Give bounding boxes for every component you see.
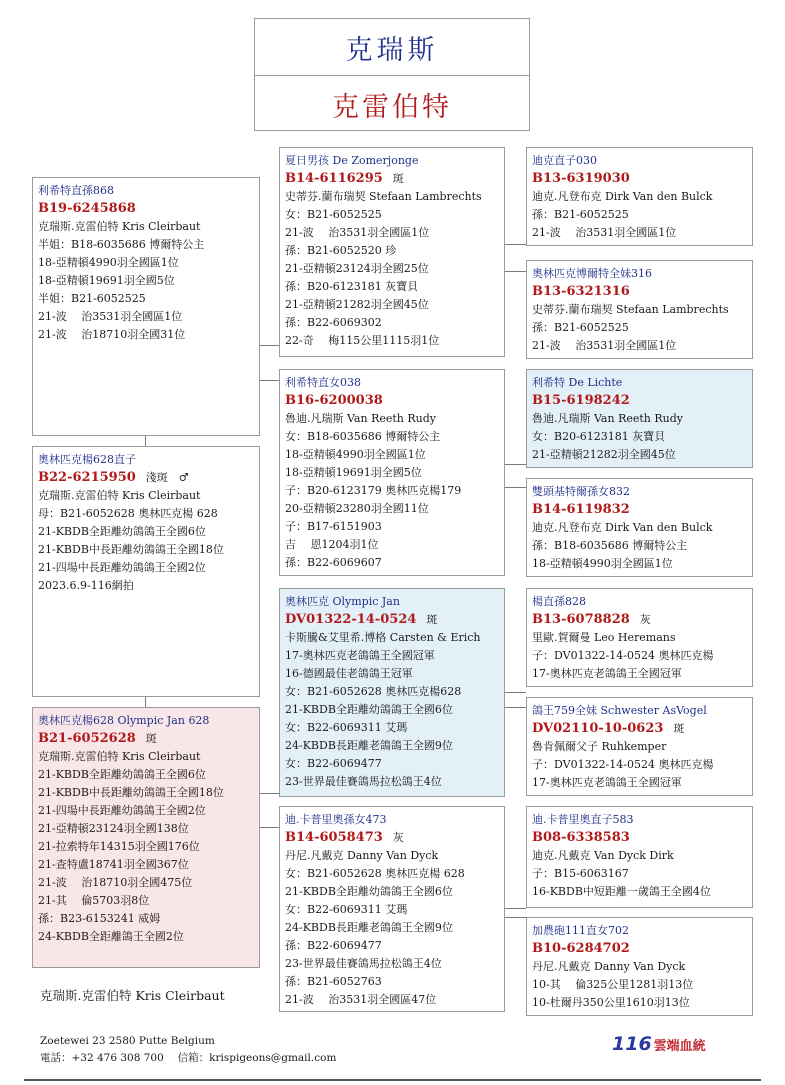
bird-color: 淺斑 ♂ [145, 471, 189, 484]
contact-info: 電話：+32 476 308 700 信箱：krispigeons@gmail.com [40, 1052, 337, 1064]
detail-line: 孫：B21-6052520 珍 [285, 244, 397, 257]
detail-line: 21-亞精頓23124羽全國25位 [285, 262, 429, 275]
detail-line: 16-KBDB中短距離一歲鴿王全國4位 [532, 885, 711, 898]
detail-line: 21-波 治3531羽全國區1位 [532, 226, 677, 239]
bird-details [532, 188, 747, 242]
detail-line: 21-四場中長距離幼鴿鴿王全國2位 [38, 804, 206, 817]
detail-line: 魯迪.凡瑞斯 Van Reeth Rudy [285, 412, 436, 425]
bird-color: 斑 [426, 613, 438, 626]
footer-divider [24, 1079, 761, 1081]
detail-line: 21-亞精頓21282羽全國45位 [285, 298, 429, 311]
bird-details [532, 410, 747, 464]
detail-line: 孫：B21-6052525 [532, 208, 629, 221]
bird-details [532, 958, 747, 1012]
detail-line: 克瑞斯.克雷伯特 Kris Cleirbaut [38, 220, 201, 233]
bird-name: 迪.卡普里奧孫女473 [285, 813, 387, 826]
ddd-box [526, 917, 753, 1016]
address: Zoetewei 23 2580 Putte Belgium [40, 1035, 215, 1047]
detail-line: 女：B22-6069477 [285, 757, 382, 770]
detail-line: 21-四場中長距離幼鴿鴿王全國2位 [38, 561, 206, 574]
title-line-1: 克瑞斯 [255, 19, 529, 76]
detail-line: 21-波 治18710羽全國475位 [38, 876, 193, 889]
subject-box [32, 446, 260, 697]
brand-logo [612, 1033, 706, 1055]
contact-block [40, 1033, 336, 1067]
bird-name: 迪.卡普里奧直子583 [532, 813, 634, 826]
bird-name: 楊直孫828 [532, 595, 586, 608]
ring-number: B13-6319030 [532, 171, 630, 186]
detail-line: 史蒂芬.蘭布瑞契 Stefaan Lambrechts [532, 303, 729, 316]
detail-line: 18-亞精頓4990羽全國區1位 [532, 557, 673, 570]
detail-line: 21-波 治3531羽全國區1位 [532, 339, 677, 352]
detail-line: 女：B20-6123181 灰寶貝 [532, 430, 666, 443]
ssd-box [526, 260, 753, 359]
bird-details [38, 748, 254, 946]
detail-line: 23-世界最佳賽鴿馬拉松鴿王4位 [285, 775, 442, 788]
detail-line: 女：B21-6052525 [285, 208, 382, 221]
detail-line: 20-亞精頓23280羽全國11位 [285, 502, 429, 515]
detail-line: 孫：B23-6153241 威姆 [38, 912, 161, 925]
detail-line: 18-亞精頓19691羽全國5位 [285, 466, 422, 479]
detail-line: 孫：B21-6052763 [285, 975, 382, 988]
detail-line: 魯肯佩爾父子 Ruhkemper [532, 740, 667, 753]
detail-line: 17-奧林匹克老鴿鴿王全國冠軍 [532, 667, 682, 680]
detail-line: 21-亞精頓23124羽全國138位 [38, 822, 189, 835]
ring-number: B13-6078828 灰 [532, 612, 651, 627]
ring-number: B16-6200038 [285, 393, 383, 408]
bird-details [532, 301, 747, 355]
detail-line: 21-拉索特年14315羽全國176位 [38, 840, 200, 853]
title-line-2: 克雷伯特 [332, 91, 452, 123]
ring-number: B08-6338583 [532, 830, 630, 845]
bird-name: 奧林匹克 Olympic Jan [285, 595, 400, 608]
detail-line: 21-亞精頓21282羽全國45位 [532, 448, 676, 461]
bird-name: 奧林匹克楊628直子 [38, 453, 136, 466]
detail-line: 克瑞斯.克雷伯特 Kris Cleirbaut [38, 489, 201, 502]
connector-line [505, 464, 526, 465]
detail-line: 16-德國最佳老鴿鴿王冠軍 [285, 667, 413, 680]
detail-line: 孫：B20-6123181 灰寶貝 [285, 280, 419, 293]
bird-color: 斑 [392, 172, 404, 185]
bird-name: 奧林匹克楊628 Olympic Jan 628 [38, 714, 210, 727]
dss-box [526, 588, 753, 687]
detail-line: 21-查特盧18741羽全國367位 [38, 858, 189, 871]
detail-line: 子：B20-6123179 奧林匹克楊179 [285, 484, 462, 497]
detail-line: 子：DV01322-14-0524 奧林匹克楊 [532, 758, 714, 771]
sire-sire-box [279, 147, 505, 357]
ring-number: DV02110-10-0623 斑 [532, 721, 685, 736]
detail-line: 丹尼.凡戴克 Danny Van Dyck [285, 849, 439, 862]
detail-line: 魯迪.凡瑞斯 Van Reeth Rudy [532, 412, 683, 425]
ring-number: DV01322-14-0524 斑 [285, 612, 438, 627]
bird-details [532, 629, 747, 683]
connector-line [260, 827, 279, 828]
bird-details [38, 487, 254, 595]
detail-line: 21-KBDB全距離幼鴿鴿王全國6位 [285, 703, 453, 716]
ring-number: B19-6245868 [38, 201, 136, 216]
detail-line: 24-KBDB長距離老鴿鴿王全國9位 [285, 739, 453, 752]
bird-details [285, 410, 499, 572]
detail-line: 史蒂芬.蘭布瑞契 Stefaan Lambrechts [285, 190, 482, 203]
dam-box [32, 707, 260, 968]
ring-number: B15-6198242 [532, 393, 630, 408]
connector-line [505, 692, 526, 693]
detail-line: 半姐：B21-6052525 [38, 292, 146, 305]
bird-color: 灰 [639, 613, 651, 626]
connector-line [505, 908, 526, 909]
detail-line: 21-KBDB中長距離幼鴿鴿王全國18位 [38, 543, 224, 556]
detail-line: 子：DV01322-14-0524 奧林匹克楊 [532, 649, 714, 662]
ring-number: B22-6215950 淺斑 ♂ [38, 470, 189, 485]
detail-line: 21-波 治3531羽全國區1位 [38, 310, 183, 323]
bird-name: 奧林匹克博爾特全妹316 [532, 267, 652, 280]
bird-name: 利希特直孫868 [38, 184, 114, 197]
connector-line [505, 917, 526, 918]
detail-line: 10-杜爾丹350公里1610羽13位 [532, 996, 690, 1009]
bird-details [38, 218, 254, 344]
detail-line: 21-KBDB中長距離幼鴿鴿王全國18位 [38, 786, 224, 799]
dam-sire-box [279, 588, 505, 797]
ring-number: B14-6119832 [532, 502, 630, 517]
bird-color: 灰 [392, 831, 404, 844]
detail-line: 21-KBDB全距離幼鴿鴿王全國6位 [285, 885, 453, 898]
bird-details [285, 629, 499, 791]
detail-line: 18-亞精頓19691羽全國5位 [38, 274, 175, 287]
detail-line: 10-其 倫325公里1281羽13位 [532, 978, 694, 991]
bird-name: 利希特直女038 [285, 376, 361, 389]
detail-line: 21-KBDB全距離幼鴿鴿王全國6位 [38, 768, 206, 781]
sire-box [32, 177, 260, 436]
detail-line: 迪克.凡登布克 Dirk Van den Bulck [532, 190, 713, 203]
detail-line: 迪克.凡登布克 Dirk Van den Bulck [532, 521, 713, 534]
detail-line: 孫：B22-6069302 [285, 316, 382, 329]
logo-text: 雲端血統 [653, 1039, 706, 1054]
detail-line: 孫：B22-6069477 [285, 939, 382, 952]
detail-line: 女：B21-6052628 奧林匹克楊628 [285, 685, 462, 698]
detail-line: 女：B18-6035686 博爾特公主 [285, 430, 441, 443]
detail-line: 吉 恩1204羽1位 [285, 538, 379, 551]
bird-name: 加農砲111直女702 [532, 924, 629, 937]
sdd-box [526, 478, 753, 577]
detail-line: 孫：B22-6069607 [285, 556, 382, 569]
ring-number: B14-6058473 灰 [285, 830, 404, 845]
sire-dam-box [279, 369, 505, 576]
bird-color: 斑 [673, 722, 685, 735]
bird-color: 斑 [145, 732, 157, 745]
connector-line [260, 793, 279, 794]
logo-number: 116 [612, 1033, 652, 1055]
connector-line [505, 244, 526, 245]
detail-line: 卡斯騰&艾里希.博格 Carsten & Erich [285, 631, 481, 644]
dsd-box [526, 697, 753, 796]
detail-line: 子：B17-6151903 [285, 520, 382, 533]
detail-line: 24-KBDB全距離鴿王全國2位 [38, 930, 184, 943]
detail-line: 半姐：B18-6035686 博爾特公主 [38, 238, 205, 251]
ring-number: B10-6284702 [532, 941, 630, 956]
bird-name: 利希特 De Lichte [532, 376, 623, 389]
owner-name: 克瑞斯.克雷伯特 Kris Cleirbaut [40, 988, 225, 1003]
detail-line: 21-其 倫5703羽8位 [38, 894, 150, 907]
detail-line: 女：B22-6069311 艾瑪 [285, 903, 408, 916]
bird-name: 鴿王759全妹 Schwester AsVogel [532, 704, 707, 717]
title-box [254, 18, 530, 131]
connector-line [145, 697, 146, 707]
connector-line [505, 271, 526, 272]
bird-name: 雙頭基特爾孫女832 [532, 485, 630, 498]
bird-name: 迪克直子030 [532, 154, 597, 167]
detail-line: 23-世界最佳賽鴿馬拉松鴿王4位 [285, 957, 442, 970]
detail-line: 子：B15-6063167 [532, 867, 629, 880]
detail-line: 21-波 治3531羽全國區47位 [285, 993, 437, 1006]
detail-line: 17-奧林匹克老鴿鴿王全國冠軍 [285, 649, 435, 662]
detail-line: 18-亞精頓4990羽全國區1位 [38, 256, 179, 269]
detail-line: 女：B22-6069311 艾瑪 [285, 721, 408, 734]
detail-line: 丹尼.凡戴克 Danny Van Dyck [532, 960, 686, 973]
sds-box [526, 369, 753, 468]
connector-line [505, 487, 526, 488]
detail-line: 母：B21-6052628 奧林匹克楊 628 [38, 507, 218, 520]
detail-line: 24-KBDB長距離老鴿鴿王全國9位 [285, 921, 453, 934]
bird-name: 夏日男孩 De Zomerjonge [285, 154, 419, 167]
bird-details [532, 519, 747, 573]
detail-line: 迪克.凡戴克 Van Dyck Dirk [532, 849, 674, 862]
detail-line: 女：B21-6052628 奧林匹克楊 628 [285, 867, 465, 880]
detail-line: 21-波 治3531羽全國區1位 [285, 226, 430, 239]
connector-line [505, 707, 526, 708]
detail-line: 2023.6.9-116網拍 [38, 579, 134, 592]
ring-number: B14-6116295 斑 [285, 171, 404, 186]
detail-line: 21-KBDB全距離幼鴿鴿王全國6位 [38, 525, 206, 538]
connector-line [260, 380, 279, 381]
detail-line: 孫：B18-6035686 博爾特公主 [532, 539, 688, 552]
sss-box [526, 147, 753, 246]
dam-dam-box [279, 806, 505, 1012]
detail-line: 18-亞精頓4990羽全國區1位 [285, 448, 426, 461]
bird-details [285, 188, 499, 350]
ring-number: B21-6052628 斑 [38, 731, 157, 746]
detail-line: 22-奇 梅115公里1115羽1位 [285, 334, 440, 347]
detail-line: 21-波 治18710羽全國31位 [38, 328, 186, 341]
connector-line [260, 345, 279, 346]
dds-box [526, 806, 753, 908]
bird-details [532, 738, 747, 792]
bird-details [285, 847, 499, 1009]
bird-details [532, 847, 747, 901]
ring-number: B13-6321316 [532, 284, 630, 299]
connector-line [145, 436, 146, 446]
detail-line: 里歐.賀爾曼 Leo Heremans [532, 631, 676, 644]
detail-line: 克瑞斯.克雷伯特 Kris Cleirbaut [38, 750, 201, 763]
detail-line: 孫：B21-6052525 [532, 321, 629, 334]
detail-line: 17-奧林匹克老鴿鴿王全國冠軍 [532, 776, 682, 789]
